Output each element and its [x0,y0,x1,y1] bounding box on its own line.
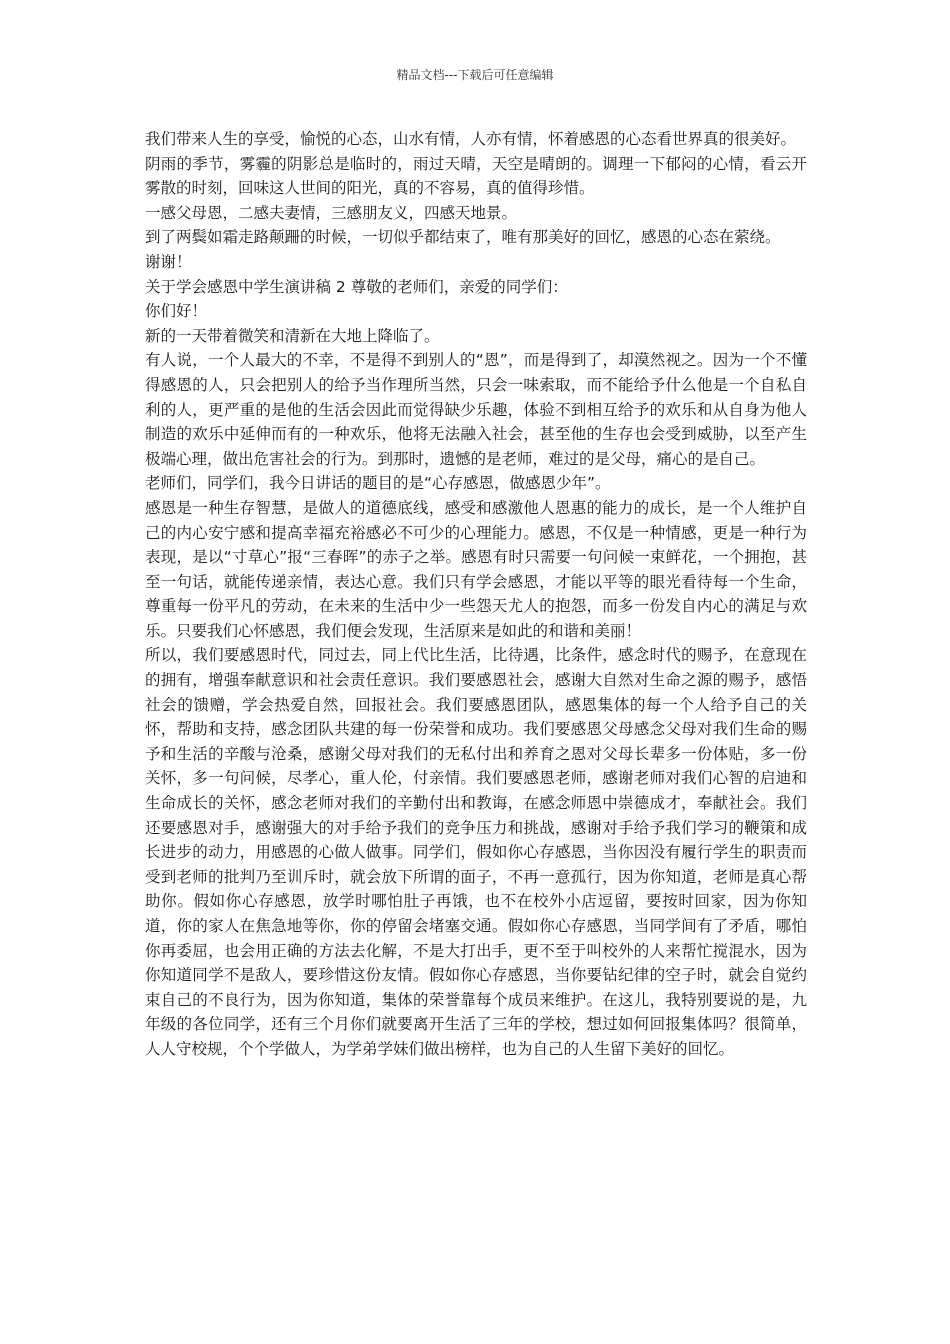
paragraph: 谢谢！ [145,252,192,271]
paragraph: 我们带来人生的享受，愉悦的心态，山水有情，人亦有情，怀着感恩的心态看世界真的很美好。 [145,130,797,148]
paragraph: 老师们，同学们，我今日讲话的题目的是“心存感恩，做感恩少年”。 [145,474,611,493]
page-header: 精品文档---下载后可任意编辑 [396,68,554,82]
paragraph: 所以，我们要感恩时代，同过去，同上代比生活，比待遇，比条件，感念时代的赐予，在意现在的拥有，增强奉献意识和社会责任意识。我们要感恩社会，感谢大自然对生命之源的赐予，感悟社会的馈赠，学会热爱自然，回报社会。我们要感恩团队，感恩集体的每一个人给予自己的关怀，帮助和支持，感念团队共建的每一份荣誉和成功。我们要感恩父母感念父母对我们生命的赐予和生活的辛酸与沧桑，感谢父母对我们的无私付出和养育之恩对父母长辈多一份体贴，多一份关怀，多一句问候，尽孝心，重人伦，付亲情。我们要感恩老师，感谢老师对我们心智的启迪和生命成长的关怀，感念老师对我们的辛勤付出和教诲，在感念师恩中崇德成才，奉献社会。我们还要感恩对手，感谢强大的对手给予我们的竞争压力和挑战，感谢对手给予我们学习的鞭策和成长进步的动力，用感恩的心做人做事。同学们，假如你心存感恩，当你因没有履行学生的职责而受到老师的批判乃至训斥时，就会放下所谓的面子，不再一意孤行，因为你知道，老师是真心帮助你。假如你心存感恩，放学时哪怕肚子再饿，也不在校外小店逗留，要按时回家，因为你知道，你的家人在焦急地等你，你的停留会堵塞交通。假如你心存感恩，当同学间有了矛盾，哪怕你再委屈，也会用正确的方法去化解，不是大打出手，更不至于叫校外的人来帮忙搅混水，因为你知道同学不是敌人，要珍惜这份友情。假如你心存感恩，当你要钻纪律的空子时，就会自觉约束自己的不良行为，因为你知道，集体的荣誉靠每个成员来维护。在这儿，我特别要说的是，九年级的各位同学，还有三个月你们就要离开生活了三年的学校，想过如何回报集体吗？很简单，人人守校规，个个学做人，为学弟学妹们做出榜样，也为自己的人生留下美好的回忆。 [145,646,807,1058]
paragraph: 到了两鬓如霜走路颠跚的时候，一切似乎都结束了，唯有那美好的回忆，感恩的心态在萦绕。 [145,228,781,247]
paragraph: 你们好！ [145,302,208,321]
paragraph: 一感父母恩，二感夫妻情，三感朋友义，四感天地景。 [145,203,518,222]
document-body [145,127,807,1062]
paragraph: 有人说，一个人最大的不幸，不是得不到别人的“恩”，而是得到了，却漠然视之。因为一个不懂得感恩的人，只会把别人的给予当作理所当然，只会一味索取，而不能给予什么他是一个自私自利的人，更严重的是他的生活会因此而觉得缺少乐趣，体验不到相互给予的欢乐和从自身为他人制造的欢乐中延伸而有的一种欢乐，他将无法融入社会，甚至他的生存也会受到威胁，以至产生极端心理，做出危害社会的行为。到那时，遗憾的是老师，难过的是父母，痛心的是自己。 [145,351,807,468]
paragraph: 阴雨的季节，雾霾的阴影总是临时的，雨过天晴，天空是晴朗的。调理一下郁闷的心情，看云开雾散的时刻，回味这人世间的阳光，真的不容易，真的值得珍惜。 [145,154,807,198]
paragraph: 关于学会感恩中学生演讲稿 2 尊敬的老师们，亲爱的同学们： [145,277,568,296]
paragraph: 感恩是一种生存智慧，是做人的道德底线，感受和感激他人恩惠的能力的成长，是一个人维护自己的内心安宁感和提高幸福充裕感必不可少的心理能力。感恩，不仅是一种情感，更是一种行为表现，是以“寸草心”报“三春晖”的赤子之举。感恩有时只需要一句问候一束鲜花，一个拥抱，甚至一句话，就能传递亲情，表达心意。我们只有学会感恩，才能以平等的眼光看待每一个生命，尊重每一份平凡的劳动，在未来的生活中少一些怨天尤人的抱怨，而多一份发自内心的满足与欢乐。只要我们心怀感恩，我们便会发现，生活原来是如此的和谐和美丽！ [145,498,807,640]
paragraph: 新的一天带着微笑和清新在大地上降临了。 [145,326,440,345]
